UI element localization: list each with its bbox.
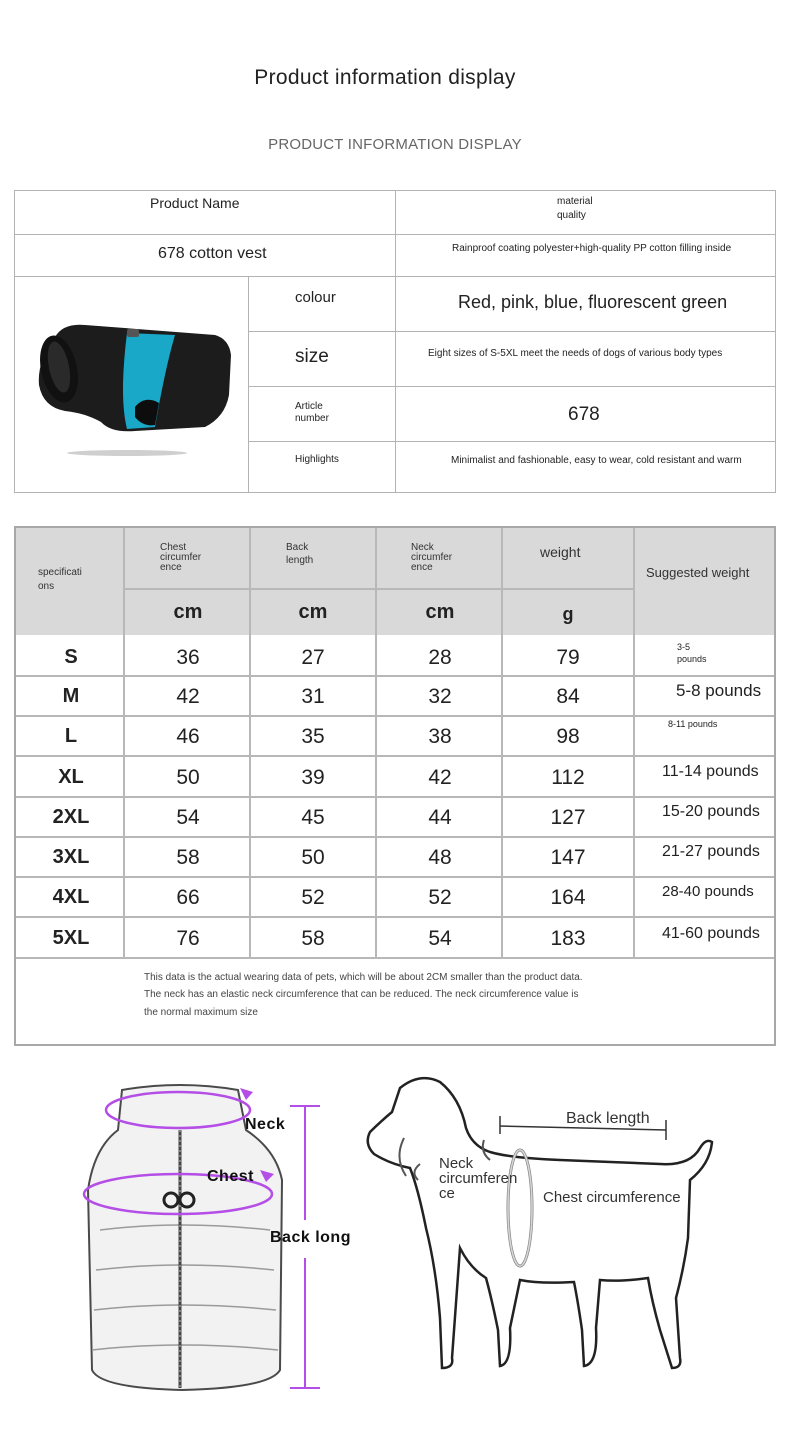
article-label-cell xyxy=(248,386,396,442)
note-line-3: the normal maximum size xyxy=(144,1007,258,1018)
dog-outline-illustration xyxy=(360,1068,730,1408)
highlights-value: Minimalist and fashionable, easy to wear, cold resistant and warm xyxy=(451,455,742,466)
suggested-cell: 8-11 pounds xyxy=(668,719,718,729)
product-image-cell xyxy=(14,276,249,493)
suggested-cell: 21-27 pounds xyxy=(662,843,760,860)
dog-neck-label-line2: circumferen xyxy=(439,1170,518,1187)
size-cell: 5XL xyxy=(52,927,90,949)
unit-weight: g xyxy=(562,604,574,624)
neck-cell: 38 xyxy=(428,725,452,748)
product-name-label: Product Name xyxy=(150,195,240,211)
size-cell: L xyxy=(64,725,78,747)
chest-cell: 58 xyxy=(176,846,200,869)
neck-cell: 42 xyxy=(428,766,452,789)
article-cell xyxy=(395,386,776,442)
highlights-cell xyxy=(395,441,776,493)
suggested-cell: 15-20 pounds xyxy=(662,803,760,820)
chest-cell: 36 xyxy=(176,646,200,669)
header-chest-line1: Chest xyxy=(160,542,187,553)
note-line-2: The neck has an elastic neck circumference that can be reduced. The neck circumference value is xyxy=(144,989,579,1000)
header-chest-line2: circumfer xyxy=(160,552,202,563)
size-label: size xyxy=(295,346,329,367)
material-label-cell xyxy=(395,190,776,235)
note-line-1: This data is the actual wearing data of pets, which will be about 2CM smaller than the product data. xyxy=(144,972,583,983)
header-suggested-weight: Suggested weight xyxy=(646,565,750,580)
weight-cell: 84 xyxy=(556,685,580,708)
material-cell xyxy=(395,234,776,277)
product-name-cell xyxy=(14,234,396,277)
back-cell: 50 xyxy=(301,846,325,869)
vest-neck-label: Neck xyxy=(245,1116,286,1133)
dog-chest-label: Chest circumference xyxy=(543,1189,681,1206)
header-back-line1: Back xyxy=(286,542,309,553)
weight-cell: 127 xyxy=(550,806,586,829)
material-value: Rainproof coating polyester+high-quality PP cotton filling inside xyxy=(452,243,732,254)
header-spec-line1: specificati xyxy=(38,567,82,578)
weight-cell: 98 xyxy=(556,725,580,748)
size-chart-table xyxy=(14,526,776,1046)
product-name-label-cell xyxy=(14,190,396,235)
size-cell: 4XL xyxy=(52,886,90,908)
chest-cell: 66 xyxy=(176,886,200,909)
chest-cell: 46 xyxy=(176,725,200,748)
size-label-cell xyxy=(248,331,396,387)
suggested-cell: 11-14 pounds xyxy=(662,763,759,780)
back-cell: 52 xyxy=(301,886,325,909)
highlights-label: Highlights xyxy=(295,454,339,465)
chest-cell: 76 xyxy=(176,927,200,950)
chest-cell: 50 xyxy=(176,766,200,789)
suggested-cell: 28-40 pounds xyxy=(662,883,754,900)
suggested-cell: 41-60 pounds xyxy=(662,925,760,942)
neck-cell: 32 xyxy=(428,685,452,708)
header-weight: weight xyxy=(540,544,581,560)
back-cell: 27 xyxy=(301,646,325,669)
article-label-line1: Article xyxy=(295,401,323,412)
size-cell xyxy=(395,331,776,387)
chest-cell: 54 xyxy=(176,806,200,829)
chest-cell: 42 xyxy=(176,685,200,708)
colour-label-cell xyxy=(248,276,396,332)
article-value: 678 xyxy=(568,404,600,425)
vest-back-long-label: Back long xyxy=(270,1229,351,1246)
colour-value: Red, pink, blue, fluorescent green xyxy=(458,292,728,312)
weight-cell: 183 xyxy=(550,927,586,950)
neck-cell: 52 xyxy=(428,886,452,909)
article-label-line2: number xyxy=(295,413,329,424)
dog-neck-label-line3: ce xyxy=(439,1185,455,1202)
header-back-line2: length xyxy=(286,555,314,566)
header-chest-line3: ence xyxy=(160,562,182,573)
dog-back-length-label: Back length xyxy=(566,1110,650,1127)
material-label-line1: material xyxy=(557,196,593,207)
back-cell: 58 xyxy=(301,927,325,950)
weight-cell: 147 xyxy=(550,846,586,869)
vest-product-image xyxy=(15,277,248,492)
size-value: Eight sizes of S-5XL meet the needs of dogs of various body types xyxy=(428,348,723,359)
suggested-cell: 5-8 pounds xyxy=(676,681,762,700)
size-cell: 3XL xyxy=(52,846,90,868)
unit-neck: cm xyxy=(425,601,455,623)
weight-cell: 112 xyxy=(551,766,585,789)
back-cell: 39 xyxy=(301,766,325,789)
vest-chest-label: Chest xyxy=(207,1168,254,1185)
page-subtitle: PRODUCT INFORMATION DISPLAY xyxy=(268,136,522,153)
page-title: Product information display xyxy=(254,66,516,89)
unit-back: cm xyxy=(298,601,328,623)
size-cell: XL xyxy=(58,766,84,788)
colour-cell xyxy=(395,276,776,332)
header-spec-line2: ons xyxy=(38,581,55,592)
highlights-label-cell xyxy=(248,441,396,493)
dog-neck-label-line1: Neck xyxy=(439,1155,474,1172)
size-cell: 2XL xyxy=(52,806,90,828)
weight-cell: 79 xyxy=(556,646,580,669)
colour-label: colour xyxy=(295,289,336,306)
unit-chest: cm xyxy=(173,601,203,623)
size-cell: S xyxy=(64,646,78,668)
neck-cell: 28 xyxy=(428,646,452,669)
back-cell: 45 xyxy=(301,806,325,829)
product-name-value: 678 cotton vest xyxy=(158,245,267,262)
suggested-cell-line2: pounds xyxy=(677,654,707,664)
header-neck-line2: circumfer xyxy=(411,552,453,563)
back-cell: 31 xyxy=(301,685,325,708)
header-neck-line1: Neck xyxy=(411,542,434,553)
neck-cell: 54 xyxy=(428,927,452,950)
neck-cell: 48 xyxy=(428,846,452,869)
neck-cell: 44 xyxy=(428,806,452,829)
header-neck-line3: ence xyxy=(411,562,433,573)
weight-cell: 164 xyxy=(550,886,586,909)
material-label-line2: quality xyxy=(557,210,586,221)
back-cell: 35 xyxy=(301,725,325,748)
size-cell: M xyxy=(62,685,80,707)
suggested-cell-line1: 3-5 xyxy=(677,642,691,652)
